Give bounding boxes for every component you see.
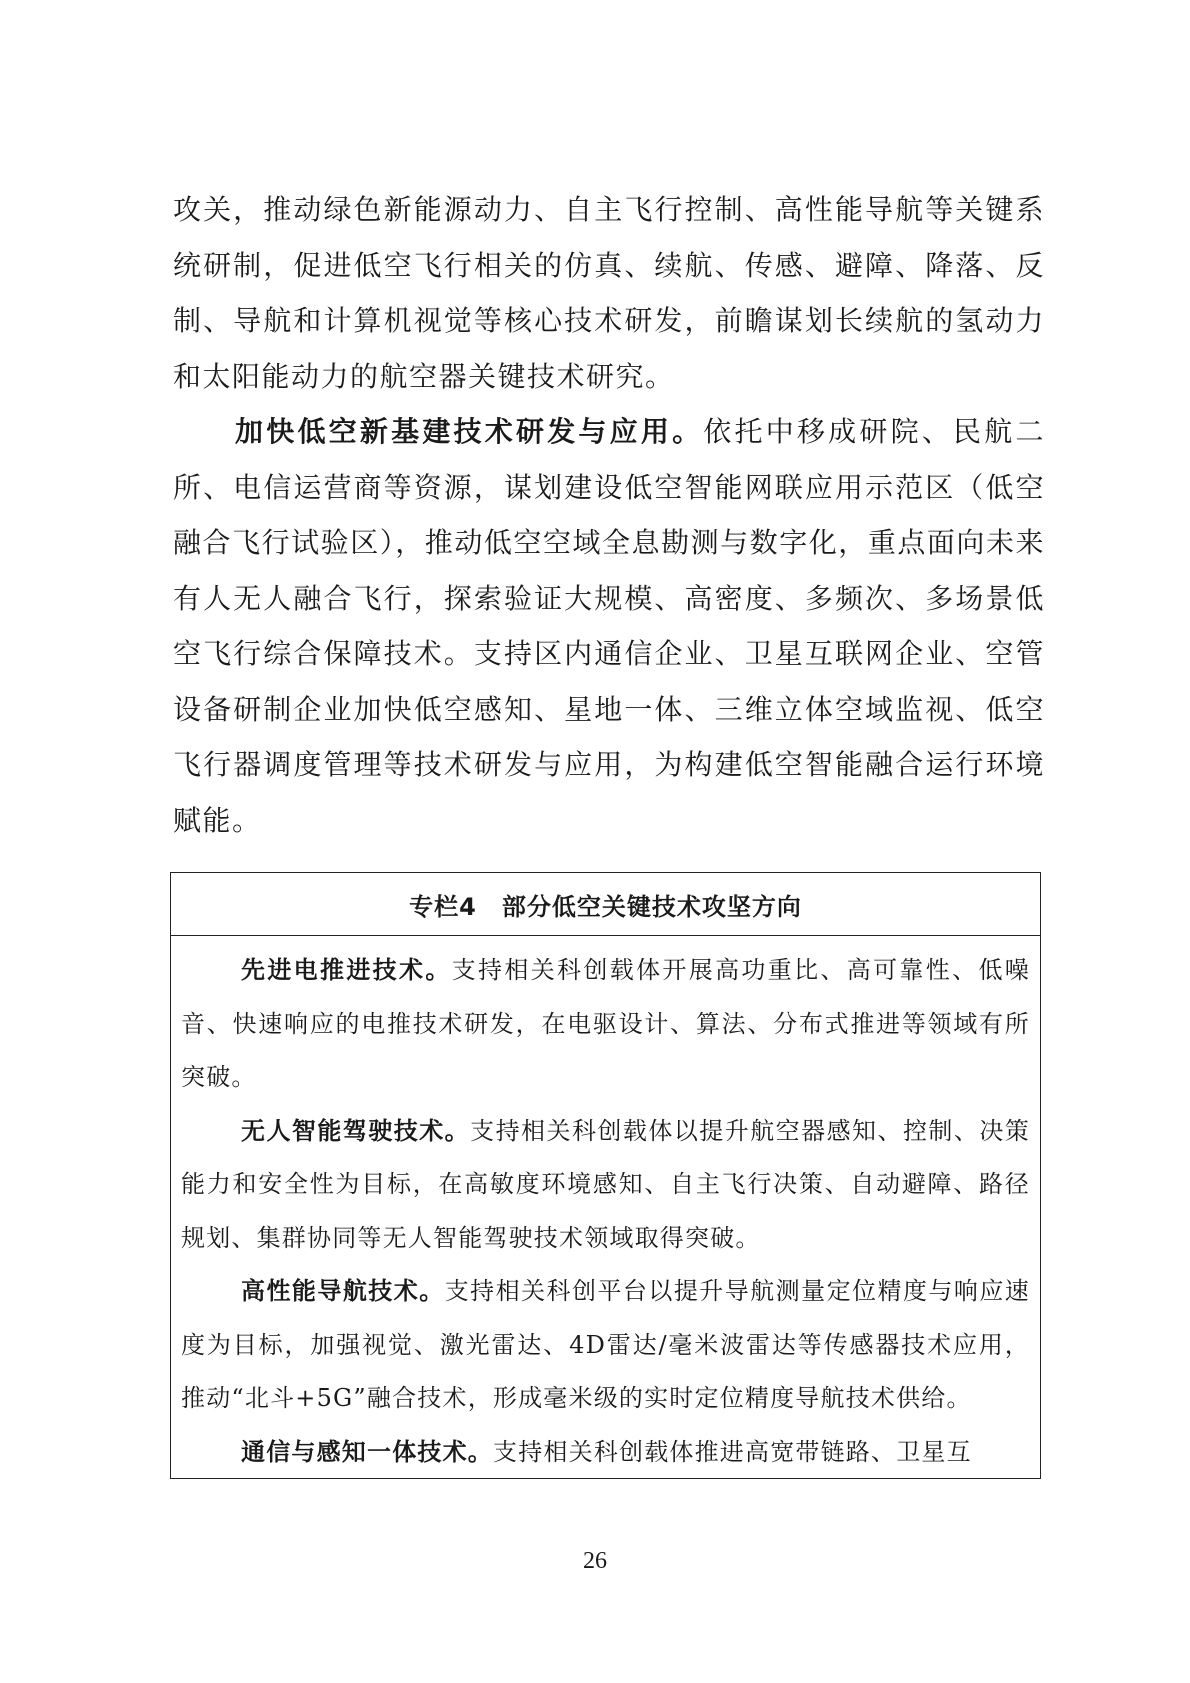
paragraph-continued xyxy=(173,182,1045,404)
box-item-text: 支持相关科创平台以提升导航测量定位精度与响应速度为目标，加强视觉、激光雷达、4D雷达/毫米波雷达等传感器技术应用，推动“北斗+5G”融合技术，形成毫米级的实时定位精度导航技术供给。 xyxy=(181,1277,1030,1412)
box-item-text: 支持相关科创载体推进高宽带链路、卫星互 xyxy=(493,1437,972,1466)
column-box-title: 专栏4 部分低空关键技术攻坚方向 xyxy=(171,873,1040,936)
box-item-navigation xyxy=(181,1265,1030,1426)
paragraph-text: 依托中移成研院、民航二所、电信运营商等资源，谋划建设低空智能网联应用示范区（低空融合飞行试验区），推动低空空域全息勘测与数字化，重点面向未来有人无人融合飞行，探索验证大规模、高密度、多频次、多场景低空飞行综合保障技术。支持区内通信企业、卫星互联网企业、空管设备研制企业加快低空感知、星地一体、三维立体空域监视、低空飞行器调度管理等技术研发与应用，为构建低空智能融合运行环境赋能。 xyxy=(173,415,1045,837)
box-item-text: 支持相关科创载体开展高功重比、高可靠性、低噪音、快速响应的电推技术研发，在电驱设计、算法、分布式推进等领域有所突破。 xyxy=(181,956,1030,1091)
column-box xyxy=(170,872,1041,1479)
page-number: 26 xyxy=(583,1548,607,1574)
paragraph-text: 攻关，推动绿色新能源动力、自主飞行控制、高性能导航等关键系统研制，促进低空飞行相关的仿真、续航、传感、避障、降落、反制、导航和计算机视觉等核心技术研发，前瞻谋划长续航的氢动力和太阳能动力的航空器关键技术研究。 xyxy=(173,193,1045,393)
box-item-autonomous-driving xyxy=(181,1105,1030,1266)
body-text xyxy=(173,182,1045,848)
box-item-heading: 高性能导航技术。 xyxy=(241,1277,445,1305)
box-item-heading: 通信与感知一体技术。 xyxy=(241,1437,493,1466)
box-item-electric-propulsion xyxy=(181,944,1030,1105)
column-box-body xyxy=(171,936,1040,1479)
box-item-text: 支持相关科创载体以提升航空器感知、控制、决策能力和安全性为目标，在高敏度环境感知、自主飞行决策、自动避障、路径规划、集群协同等无人智能驾驶技术领域取得突破。 xyxy=(181,1116,1030,1252)
paragraph-lead-heading: 加快低空新基建技术研发与应用。 xyxy=(235,415,704,448)
paragraph-low-altitude-infrastructure xyxy=(173,404,1045,848)
box-item-communication-sensing xyxy=(181,1426,1030,1480)
box-item-heading: 先进电推进技术。 xyxy=(241,956,452,984)
box-item-heading: 无人智能驾驶技术。 xyxy=(241,1116,471,1145)
